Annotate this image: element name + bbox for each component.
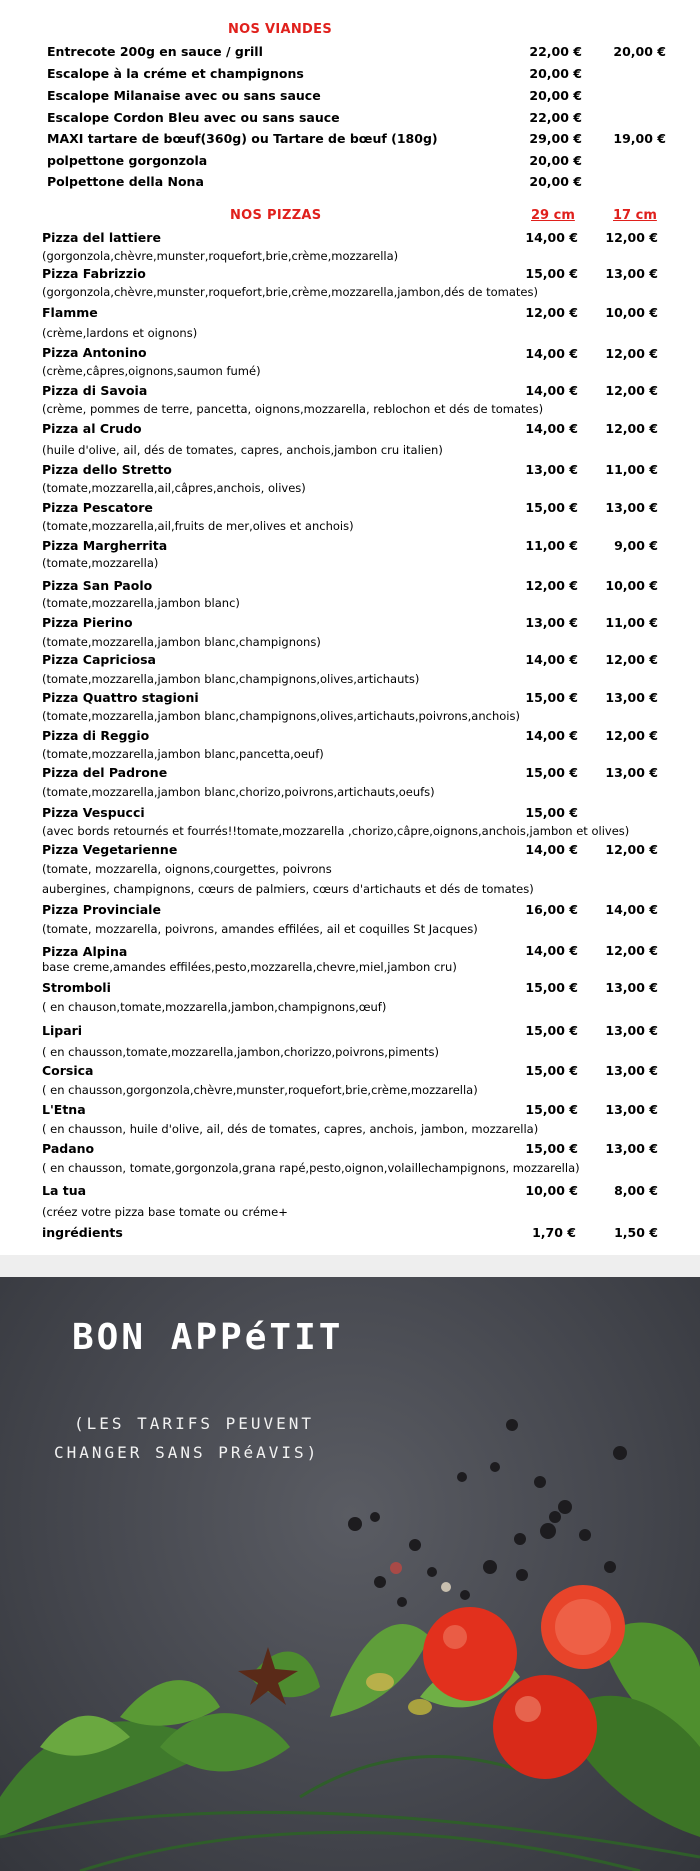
pizza-ingredients: base creme,amandes effilées,pesto,mozzarella,chevre,miel,jambon cru)	[42, 960, 457, 974]
item-price-large: 20,00 €	[529, 66, 582, 81]
pizza-row	[0, 500, 700, 520]
item-price-large: 14,00 €	[525, 230, 578, 245]
pizza-row	[0, 842, 700, 862]
price-change-note-line1: (LES TARIFS PEUVENT	[74, 1414, 315, 1433]
meat-row	[0, 88, 700, 108]
pizza-row	[0, 305, 700, 325]
item-price-small: 11,00 €	[605, 462, 658, 477]
item-price-small: 12,00 €	[605, 652, 658, 667]
pizza-ingredients: ( en chausson,tomate,mozzarella,jambon,chorizzo,poivrons,piments)	[42, 1045, 439, 1059]
pizza-ingredients: (gorgonzola,chèvre,munster,roquefort,brie,crème,mozzarella)	[42, 249, 399, 263]
item-price-large: 15,00 €	[525, 266, 578, 281]
pizza-row	[0, 578, 700, 598]
item-name: Escalope Cordon Bleu avec ou sans sauce	[47, 110, 340, 125]
item-name: polpettone gorgonzola	[47, 153, 208, 168]
separator-band	[0, 1255, 700, 1277]
item-name: Pizza del Padrone	[42, 765, 168, 780]
pizza-ingredients: (avec bords retournés et fourrés!!tomate,mozzarella ,chorizo,câpre,oignons,anchois,jambon et olives)	[42, 824, 630, 838]
pizza-row	[0, 538, 700, 558]
pizza-ingredients: (tomate,mozzarella,jambon blanc,pancetta,oeuf)	[42, 747, 324, 761]
item-name: MAXI tartare de bœuf(360g) ou Tartare de bœuf (180g)	[47, 131, 438, 146]
peppercorns	[348, 1419, 627, 1607]
item-name: Pizza di Savoia	[42, 383, 148, 398]
item-price-small: 12,00 €	[605, 230, 658, 245]
item-price-large: 15,00 €	[525, 980, 578, 995]
item-price-small: 20,00 €	[613, 44, 666, 59]
item-price-large: 15,00 €	[525, 1102, 578, 1117]
meat-row	[0, 131, 700, 151]
item-name: Pizza Vegetarienne	[42, 842, 178, 857]
pizza-ingredients: (tomate,mozzarella,jambon blanc,champignons,olives,artichauts)	[42, 672, 420, 686]
vegetables-illustration	[0, 1277, 700, 1871]
pizza-row	[0, 615, 700, 635]
item-name: Pizza Alpina	[42, 944, 128, 959]
item-price-large: 13,00 €	[525, 615, 578, 630]
pizza-ingredients: (tomate,mozzarella,jambon blanc)	[42, 596, 240, 610]
pizza-row	[0, 728, 700, 748]
item-price-large: 15,00 €	[525, 1141, 578, 1156]
pizza-row	[0, 1063, 700, 1083]
pizza-ingredients: (tomate,mozzarella,ail,fruits de mer,olives et anchois)	[42, 519, 354, 533]
meats-title: NOS VIANDES	[228, 22, 332, 37]
item-price-large: 29,00 €	[529, 131, 582, 146]
item-price-small: 14,00 €	[605, 902, 658, 917]
item-price-small: 12,00 €	[605, 383, 658, 398]
pizza-ingredients: (crème,lardons et oignons)	[42, 326, 198, 340]
pizza-ingredients: aubergines, champignons, cœurs de palmiers, cœurs d'artichauts et dés de tomates)	[42, 882, 534, 896]
pizza-ingredients: (huile d'olive, ail, dés de tomates, capres, anchois,jambon cru italien)	[42, 443, 443, 457]
item-price-small: 9,00 €	[614, 538, 658, 553]
item-price-large: 22,00 €	[529, 44, 582, 59]
pizza-row	[0, 765, 700, 785]
item-price-small: 12,00 €	[605, 346, 658, 361]
item-name: Pizza Pierino	[42, 615, 133, 630]
item-name: Pizza Vespucci	[42, 805, 145, 820]
item-name: Stromboli	[42, 980, 111, 995]
item-name: Pizza di Reggio	[42, 728, 150, 743]
item-price-large: 15,00 €	[525, 690, 578, 705]
item-name: Pizza Fabrizzio	[42, 266, 146, 281]
item-price-small: 12,00 €	[605, 421, 658, 436]
item-price-small: 13,00 €	[605, 1141, 658, 1156]
pizza-ingredients: (crème,câpres,oignons,saumon fumé)	[42, 364, 261, 378]
item-name: Flamme	[42, 305, 98, 320]
pizza-ingredients: (tomate,mozzarella,jambon blanc,chorizo,poivrons,artichauts,oeufs)	[42, 785, 435, 799]
item-price-large: 15,00 €	[525, 1023, 578, 1038]
item-price-small: 11,00 €	[605, 615, 658, 630]
pizza-ingredients: (gorgonzola,chèvre,munster,roquefort,brie,crème,mozzarella,jambon,dés de tomates)	[42, 285, 538, 299]
item-name: Padano	[42, 1141, 95, 1156]
item-name: Pizza San Paolo	[42, 578, 153, 593]
white-peppercorn	[441, 1582, 451, 1592]
pizza-row	[0, 266, 700, 286]
item-price-large: 12,00 €	[525, 305, 578, 320]
meat-row	[0, 110, 700, 130]
cardamom-pod	[408, 1699, 432, 1715]
item-price-small: 19,00 €	[613, 131, 666, 146]
item-name: Pizza Antonino	[42, 345, 147, 360]
pizza-ingredients: (tomate,mozzarella,jambon blanc,champignons,olives,artichauts,poivrons,anchois)	[42, 709, 520, 723]
item-price-large: 15,00 €	[525, 1063, 578, 1078]
item-name: Entrecote 200g en sauce / grill	[47, 44, 263, 59]
pizza-ingredients: (tomate, mozzarella, oignons,courgettes, poivrons	[42, 862, 332, 876]
size-29cm-header: 29 cm	[531, 208, 575, 223]
item-name: La tua	[42, 1183, 87, 1198]
pizza-row	[0, 230, 700, 250]
pizzas-title: NOS PIZZAS	[230, 208, 322, 223]
size-17cm-header: 17 cm	[613, 208, 657, 223]
item-price-large: 20,00 €	[529, 174, 582, 189]
item-price-large: 13,00 €	[525, 462, 578, 477]
price-change-note-line2: CHANGER SANS PRéAVIS)	[54, 1443, 320, 1462]
item-price-small: 13,00 €	[605, 500, 658, 515]
item-price-small: 12,00 €	[605, 728, 658, 743]
item-name: Pizza dello Stretto	[42, 462, 172, 477]
item-price-large: 22,00 €	[529, 110, 582, 125]
item-name: Pizza del lattiere	[42, 230, 161, 245]
item-price-small: 13,00 €	[605, 690, 658, 705]
pizza-row	[0, 1102, 700, 1122]
item-price-small: 12,00 €	[605, 943, 658, 958]
item-price-small: 13,00 €	[605, 980, 658, 995]
item-name: Pizza Pescatore	[42, 500, 153, 515]
item-price-small: 13,00 €	[605, 1063, 658, 1078]
pizza-ingredients: (tomate,mozzarella,ail,câpres,anchois, olives)	[42, 481, 306, 495]
pizza-row	[0, 690, 700, 710]
bon-appetit-heading: BON APPéTIT	[72, 1317, 344, 1358]
pizza-row	[0, 652, 700, 672]
pizza-row	[0, 383, 700, 403]
item-name: Escalope à la créme et champignons	[47, 66, 304, 81]
item-price-large: 10,00 €	[525, 1183, 578, 1198]
item-name: Lipari	[42, 1023, 83, 1038]
pizza-ingredients: ( en chausson,gorgonzola,chèvre,munster,roquefort,brie,crème,mozzarella)	[42, 1083, 478, 1097]
meat-row	[0, 44, 700, 64]
item-price-small: 10,00 €	[605, 578, 658, 593]
item-price-large: 12,00 €	[525, 578, 578, 593]
pizza-ingredients: ( en chauson,tomate,mozzarella,jambon,champignons,œuf)	[42, 1000, 387, 1014]
pizza-row	[0, 1023, 700, 1043]
pink-peppercorn	[390, 1562, 402, 1574]
pizza-ingredients: (crème, pommes de terre, pancetta, oignons,mozzarella, reblochon et dés de tomates)	[42, 402, 544, 416]
pizza-row	[0, 345, 700, 365]
item-name: Pizza Provinciale	[42, 902, 161, 917]
item-name: Pizza Quattro stagioni	[42, 690, 199, 705]
item-price-large: 14,00 €	[525, 842, 578, 857]
pizza-row	[0, 805, 700, 825]
pizza-ingredients: ( en chausson, huile d'olive, ail, dés de tomates, capres, anchois, jambon, mozzarella)	[42, 1122, 539, 1136]
pizza-ingredients: (tomate, mozzarella, poivrons, amandes effilées, ail et coquilles St Jacques)	[42, 922, 478, 936]
pizza-row	[0, 462, 700, 482]
meat-row	[0, 174, 700, 194]
pizza-ingredients: (tomate,mozzarella)	[42, 556, 159, 570]
extra-ingredients-row	[0, 1225, 700, 1245]
item-name: Pizza Margherrita	[42, 538, 168, 553]
item-price-large: 15,00 €	[525, 500, 578, 515]
item-price-small: 13,00 €	[605, 765, 658, 780]
meat-row	[0, 153, 700, 173]
item-name: Pizza al Crudo	[42, 421, 142, 436]
item-price-large: 20,00 €	[529, 88, 582, 103]
item-name: L'Etna	[42, 1102, 86, 1117]
item-price-small: 13,00 €	[605, 1023, 658, 1038]
item-price-large: 15,00 €	[525, 765, 578, 780]
item-price-large: 1,70 €	[532, 1225, 576, 1240]
footer-photo	[0, 1277, 700, 1871]
item-price-large: 20,00 €	[529, 153, 582, 168]
item-price-large: 14,00 €	[525, 943, 578, 958]
item-name: Pizza Capriciosa	[42, 652, 156, 667]
item-price-large: 14,00 €	[525, 346, 578, 361]
item-price-large: 14,00 €	[525, 383, 578, 398]
pizza-row	[0, 980, 700, 1000]
item-price-large: 15,00 €	[525, 805, 578, 820]
item-name: Polpettone della Nona	[47, 174, 204, 189]
item-price-small: 13,00 €	[605, 266, 658, 281]
pizza-ingredients: (créez votre pizza base tomate ou créme+	[42, 1205, 288, 1219]
pizza-row	[0, 1141, 700, 1161]
item-price-large: 14,00 €	[525, 728, 578, 743]
item-name: ingrédients	[42, 1225, 123, 1240]
item-price-small: 13,00 €	[605, 1102, 658, 1117]
cardamom-pod	[366, 1673, 394, 1691]
item-price-large: 14,00 €	[525, 421, 578, 436]
item-price-small: 1,50 €	[614, 1225, 658, 1240]
item-price-small: 12,00 €	[605, 842, 658, 857]
pizza-ingredients: ( en chausson, tomate,gorgonzola,grana rapé,pesto,oignon,volaillechampignons, mozzarella)	[42, 1161, 580, 1175]
item-price-large: 16,00 €	[525, 902, 578, 917]
meat-row	[0, 66, 700, 86]
item-price-large: 14,00 €	[525, 652, 578, 667]
item-name: Corsica	[42, 1063, 94, 1078]
item-price-small: 10,00 €	[605, 305, 658, 320]
item-name: Escalope Milanaise avec ou sans sauce	[47, 88, 321, 103]
pizza-row	[0, 421, 700, 441]
pizza-row	[0, 1183, 700, 1203]
item-price-small: 8,00 €	[614, 1183, 658, 1198]
pizza-row	[0, 902, 700, 922]
pizza-ingredients: (tomate,mozzarella,jambon blanc,champignons)	[42, 635, 321, 649]
item-price-large: 11,00 €	[525, 538, 578, 553]
